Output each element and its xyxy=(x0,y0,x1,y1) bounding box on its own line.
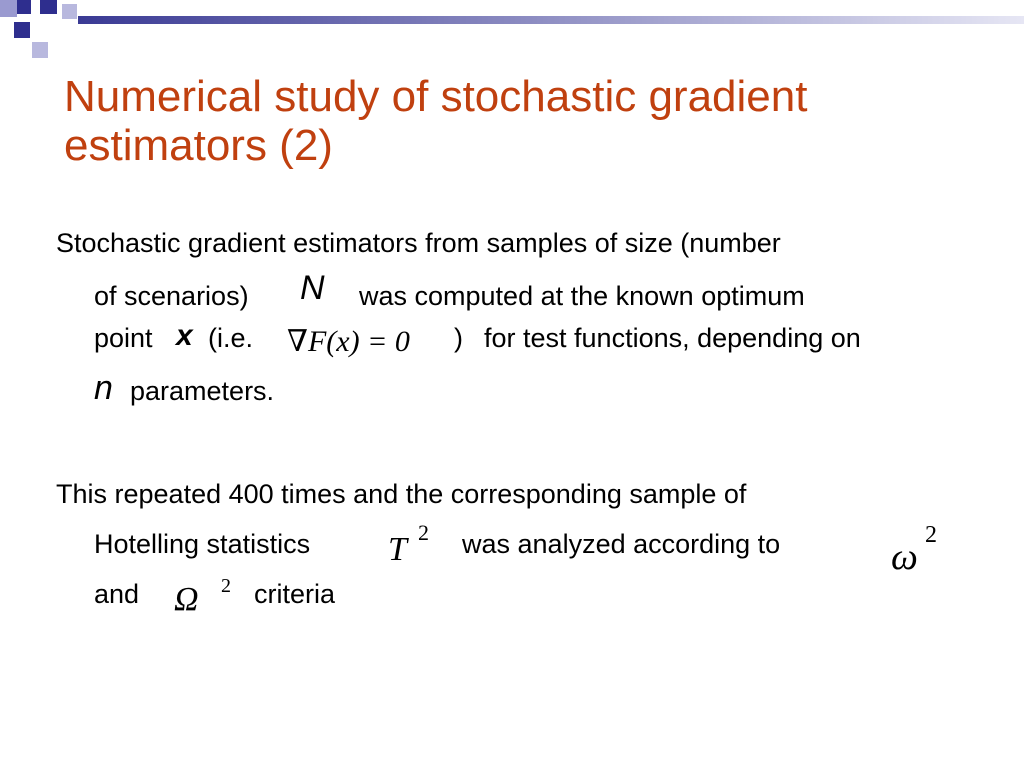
header-square xyxy=(0,0,17,17)
p2-line2b: was analyzed according to xyxy=(462,529,781,559)
omega-big-exponent: 2 xyxy=(221,575,231,597)
p2-line2a: Hotelling statistics xyxy=(94,529,311,559)
var-n: n xyxy=(94,369,113,407)
p1-line1: Stochastic gradient estimators from samples of size (number xyxy=(56,228,781,258)
t2-exponent: 2 xyxy=(418,520,429,545)
var-N: N xyxy=(300,269,325,307)
header-bar xyxy=(78,16,1024,24)
omega-small-exponent: 2 xyxy=(925,522,937,548)
header-square xyxy=(14,22,30,38)
p2-line3b: criteria xyxy=(254,579,336,609)
header-square xyxy=(32,42,48,58)
p1-line2a: of scenarios) xyxy=(94,281,249,311)
header-square xyxy=(62,4,77,19)
p1-line3a: point xyxy=(94,323,153,353)
t2-base: T xyxy=(388,531,407,568)
var-x: x xyxy=(176,319,193,352)
p1-line2b: was computed at the known optimum xyxy=(359,281,805,311)
header-square xyxy=(40,0,57,14)
omega-small-base: ω xyxy=(891,536,918,578)
gradient-equation: ∇F(x) = 0 xyxy=(287,325,410,358)
p2-line3a: and xyxy=(94,579,140,609)
p1-line3d: for test functions, depending on xyxy=(484,323,861,353)
p1-line3c: ) xyxy=(454,323,463,353)
slide-title: Numerical study of stochastic gradient estimators (2) xyxy=(64,72,808,170)
p2-line1: This repeated 400 times and the corresponding sample of xyxy=(56,479,747,509)
p1-line3b: (i.e. xyxy=(208,323,254,353)
header-square xyxy=(17,0,31,14)
p1-line4: parameters. xyxy=(130,376,275,406)
omega-big-base: Ω xyxy=(174,581,199,618)
